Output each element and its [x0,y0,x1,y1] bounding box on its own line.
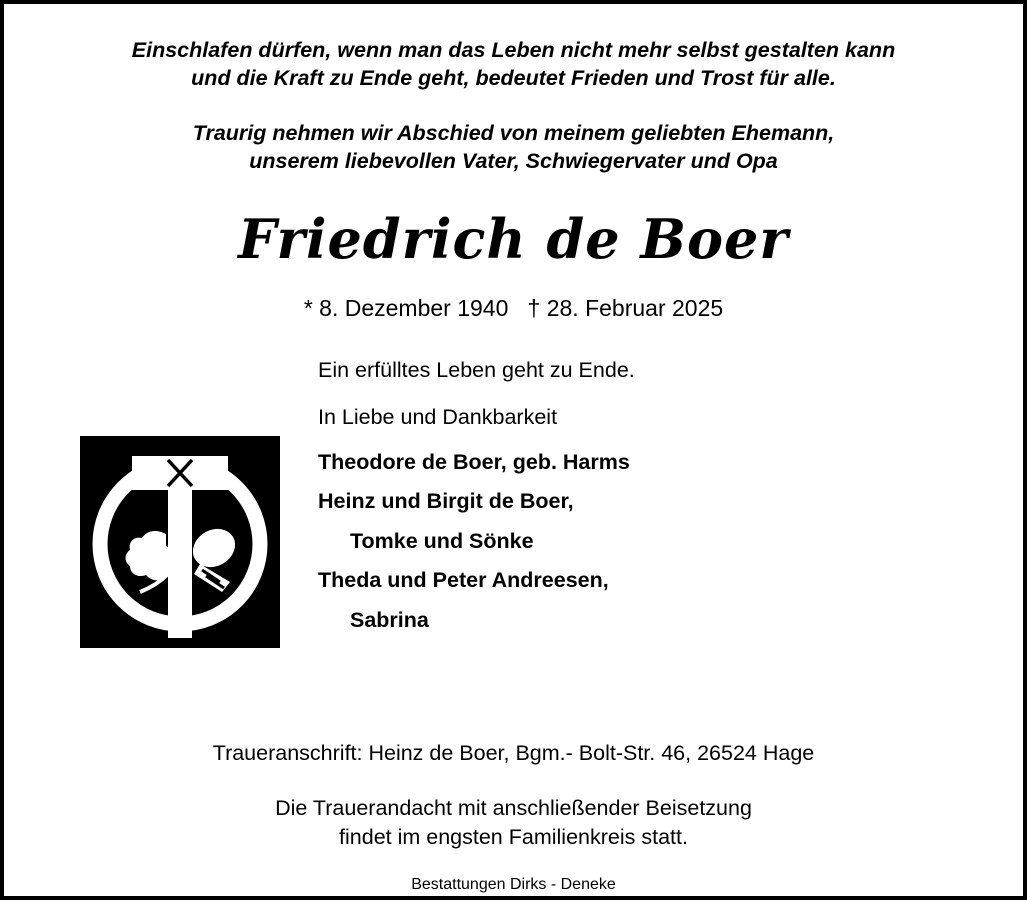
intro-line-1: Traurig nehmen wir Abschied von meinem geliebten Ehemann, [192,120,835,145]
deceased-name: Friedrich de Boer [238,206,789,271]
list-item: Theodore de Boer, geb. Harms [318,449,630,474]
message-line-2: In Liebe und Dankbarkeit [318,404,558,429]
emblem-svg [80,436,280,648]
deceased-dates: * 8. Dezember 1940 † 28. Februar 2025 [303,294,724,321]
intro-line-2: unserem liebevollen Vater, Schwiegervater und Opa [249,149,778,174]
obituary-footer [18,741,1009,902]
intro-text [18,119,1009,176]
list-item: Theda und Peter Andreesen, [318,568,609,593]
message-line-1: Ein erfülltes Leben geht zu Ende. [318,357,635,382]
list-item: Heinz und Birgit de Boer, [318,489,574,514]
obituary-inner [18,36,1009,908]
family-list [318,449,1009,632]
ceremony-note [18,794,1009,852]
mourning-address: Traueranschrift: Heinz de Boer, Bgm.- Bolt-Str. 46, 26524 Hage [212,740,815,765]
ceremony-line-1: Die Trauerandacht mit anschließender Beisetzung [275,795,752,820]
ceremony-line-2: findet im engsten Familienkreis statt. [339,824,688,849]
poem-verse [18,36,1009,93]
funeral-home-name: Bestattungen Dirks - Deneke [411,876,616,893]
list-item: Tomke und Sönke [350,528,534,553]
poem-line-2: und die Kraft zu Ende geht, bedeutet Frieden und Trost für alle. [191,66,836,91]
poem-line-1: Einschlafen dürfen, wenn man das Leben nicht mehr selbst gestalten kann [131,38,896,62]
list-item: Sabrina [350,607,429,632]
mining-hammer-oak-leaf-emblem [80,436,280,648]
